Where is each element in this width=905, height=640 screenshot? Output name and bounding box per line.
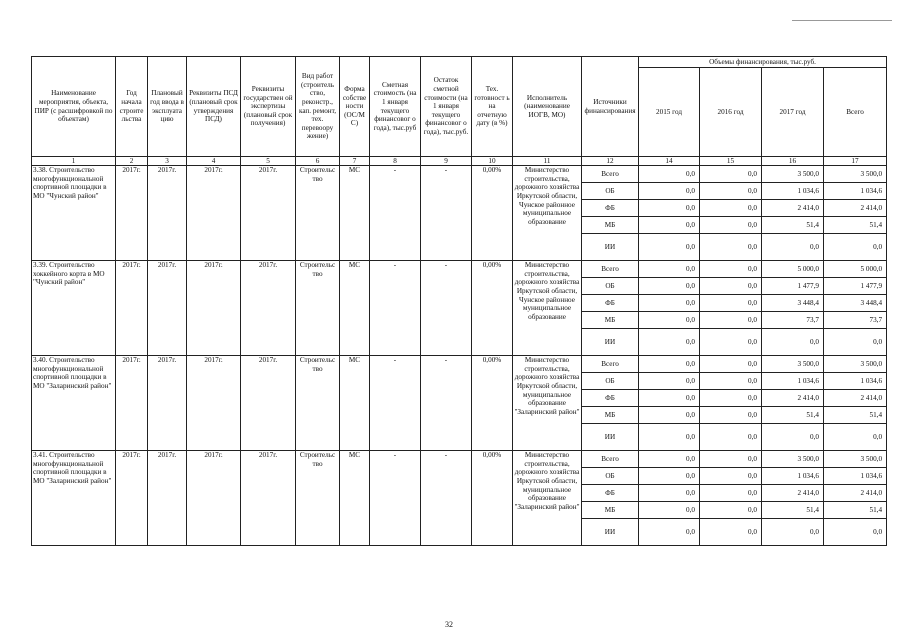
column-number: 10: [472, 157, 513, 166]
value-2015: 0,0: [639, 183, 700, 200]
header-estimated-cost: Сметная стоимость (на 1 января текущего финансовог о года), тыс.руб: [370, 57, 421, 157]
remaining-cost: -: [421, 451, 472, 546]
value-2017: 3 500,0: [762, 451, 824, 468]
header-year-2016: 2016 год: [700, 68, 762, 157]
readiness: 0,00%: [472, 451, 513, 546]
funding-source: МБ: [582, 312, 639, 329]
psd-date: 2017г.: [187, 356, 241, 451]
remaining-cost: -: [421, 166, 472, 261]
value-2015: 0,0: [639, 502, 700, 519]
value-total: 51,4: [824, 502, 887, 519]
value-2015: 0,0: [639, 217, 700, 234]
page-number: 32: [445, 620, 453, 629]
value-2017: 5 000,0: [762, 261, 824, 278]
commission-year: 2017г.: [148, 166, 187, 261]
value-total: 3 500,0: [824, 451, 887, 468]
remaining-cost: -: [421, 261, 472, 356]
column-number: 11: [513, 157, 582, 166]
value-2015: 0,0: [639, 356, 700, 373]
value-2015: 0,0: [639, 468, 700, 485]
work-type: Строительс тво: [296, 261, 340, 356]
value-2015: 0,0: [639, 200, 700, 217]
value-2017: 51,4: [762, 217, 824, 234]
funding-table: [31, 56, 887, 546]
value-2017: 0,0: [762, 329, 824, 356]
estimated-cost: -: [370, 356, 421, 451]
value-2016: 0,0: [700, 200, 762, 217]
value-2015: 0,0: [639, 166, 700, 183]
value-2017: 1 034,6: [762, 373, 824, 390]
expertise-date: 2017г.: [241, 261, 296, 356]
value-total: 1 034,6: [824, 468, 887, 485]
header-readiness: Тех. готовност ь на отчетную дату (в %): [472, 57, 513, 157]
header-name: Наименование мероприятия, объекта, ПИР (с расшифровкой по объектам): [32, 57, 116, 157]
value-2016: 0,0: [700, 329, 762, 356]
value-2015: 0,0: [639, 451, 700, 468]
estimated-cost: -: [370, 451, 421, 546]
ownership: МС: [340, 261, 370, 356]
value-2015: 0,0: [639, 261, 700, 278]
work-type: Строительс тво: [296, 166, 340, 261]
project-name: 3.38. Строительство многофункциональной спортивной площадки в МО "Чунский район": [32, 166, 116, 261]
value-2017: 2 414,0: [762, 485, 824, 502]
project-3-39: [32, 261, 887, 356]
header-year-2017: 2017 год: [762, 68, 824, 157]
column-number: 16: [762, 157, 824, 166]
header-year-2015: 2015 год: [639, 68, 700, 157]
work-type: Строительс тво: [296, 356, 340, 451]
value-total: 0,0: [824, 424, 887, 451]
value-2016: 0,0: [700, 451, 762, 468]
funding-source: ИИ: [582, 234, 639, 261]
value-total: 0,0: [824, 519, 887, 546]
value-2015: 0,0: [639, 519, 700, 546]
value-2016: 0,0: [700, 407, 762, 424]
column-number: 4: [187, 157, 241, 166]
value-total: 5 000,0: [824, 261, 887, 278]
funding-source: Всего: [582, 166, 639, 183]
value-total: 3 500,0: [824, 166, 887, 183]
value-2017: 51,4: [762, 502, 824, 519]
expertise-date: 2017г.: [241, 356, 296, 451]
psd-date: 2017г.: [187, 451, 241, 546]
executor: Министерство строительства, дорожного хозяйства Иркутской области, муниципальное образование "Заларинский район": [513, 356, 582, 451]
value-2016: 0,0: [700, 261, 762, 278]
header-funding-group: Объемы финансирования, тыс.руб.: [639, 57, 887, 68]
project-3-40: [32, 356, 887, 451]
value-total: 1 477,9: [824, 278, 887, 295]
funding-source: Всего: [582, 261, 639, 278]
top-rule: [792, 20, 892, 21]
ownership: МС: [340, 166, 370, 261]
column-numbers-row: [32, 157, 887, 166]
value-total: 1 034,6: [824, 373, 887, 390]
value-total: 0,0: [824, 234, 887, 261]
value-2015: 0,0: [639, 424, 700, 451]
value-2016: 0,0: [700, 217, 762, 234]
header-total: Всего: [824, 68, 887, 157]
value-2015: 0,0: [639, 278, 700, 295]
value-2016: 0,0: [700, 356, 762, 373]
value-2016: 0,0: [700, 424, 762, 451]
funding-source: Всего: [582, 356, 639, 373]
expertise-date: 2017г.: [241, 166, 296, 261]
value-2015: 0,0: [639, 329, 700, 356]
header-commission-year: Плановый год ввода в эксплуата цию: [148, 57, 187, 157]
value-2017: 1 477,9: [762, 278, 824, 295]
value-2015: 0,0: [639, 390, 700, 407]
estimated-cost: -: [370, 261, 421, 356]
commission-year: 2017г.: [148, 451, 187, 546]
value-2016: 0,0: [700, 519, 762, 546]
header-work-type: Вид работ (строитель ство, реконстр., кап. ремонт, тех. перевоору жение): [296, 57, 340, 157]
value-2016: 0,0: [700, 312, 762, 329]
header-executor: Исполнитель (наименование ИОГВ, МО): [513, 57, 582, 157]
start-year: 2017г.: [116, 261, 148, 356]
value-2017: 51,4: [762, 407, 824, 424]
value-2015: 0,0: [639, 312, 700, 329]
column-number: 12: [582, 157, 639, 166]
project-3-41: [32, 451, 887, 546]
value-total: 2 414,0: [824, 200, 887, 217]
column-number: 5: [241, 157, 296, 166]
value-total: 51,4: [824, 217, 887, 234]
project-name: 3.40. Строительство многофункциональной спортивной площадки в МО "Заларинский район": [32, 356, 116, 451]
readiness: 0,00%: [472, 356, 513, 451]
column-number: 3: [148, 157, 187, 166]
executor: Министерство строительства, дорожного хозяйства Иркутской области, Чунское районное муниципальное образование: [513, 261, 582, 356]
value-2015: 0,0: [639, 407, 700, 424]
value-2017: 1 034,6: [762, 468, 824, 485]
header-expertise: Реквизиты государствен ой экспертизы (плановый срок получения): [241, 57, 296, 157]
column-number: 9: [421, 157, 472, 166]
funding-source: ОБ: [582, 468, 639, 485]
funding-source: ИИ: [582, 424, 639, 451]
value-2017: 1 034,6: [762, 183, 824, 200]
column-number: 6: [296, 157, 340, 166]
funding-source: ИИ: [582, 329, 639, 356]
remaining-cost: -: [421, 356, 472, 451]
value-total: 0,0: [824, 329, 887, 356]
funding-source: МБ: [582, 502, 639, 519]
value-2016: 0,0: [700, 485, 762, 502]
funding-source: ФБ: [582, 295, 639, 312]
start-year: 2017г.: [116, 356, 148, 451]
value-2017: 3 448,4: [762, 295, 824, 312]
commission-year: 2017г.: [148, 261, 187, 356]
header-psd: Реквизиты ПСД (плановый срок утверждения ПСД): [187, 57, 241, 157]
value-2016: 0,0: [700, 183, 762, 200]
work-type: Строительс тво: [296, 451, 340, 546]
value-2016: 0,0: [700, 166, 762, 183]
value-total: 2 414,0: [824, 485, 887, 502]
funding-source: МБ: [582, 217, 639, 234]
funding-source: МБ: [582, 407, 639, 424]
value-2016: 0,0: [700, 234, 762, 261]
ownership: МС: [340, 356, 370, 451]
value-2016: 0,0: [700, 502, 762, 519]
value-2017: 3 500,0: [762, 166, 824, 183]
executor: Министерство строительства, дорожного хозяйства Иркутской области, Чунское районное муниципальное образование: [513, 166, 582, 261]
column-number: 15: [700, 157, 762, 166]
value-total: 2 414,0: [824, 390, 887, 407]
funding-source: Всего: [582, 451, 639, 468]
value-2017: 2 414,0: [762, 390, 824, 407]
estimated-cost: -: [370, 166, 421, 261]
value-2016: 0,0: [700, 278, 762, 295]
value-2017: 0,0: [762, 424, 824, 451]
project-name: 3.41. Строительство многофункциональной спортивной площадки в МО "Заларинский район": [32, 451, 116, 546]
column-number: 17: [824, 157, 887, 166]
value-2017: 0,0: [762, 519, 824, 546]
funding-source: ОБ: [582, 373, 639, 390]
project-name: 3.39. Строительство хоккейного корта в МО "Чунский район": [32, 261, 116, 356]
header-remaining-cost: Остаток сметной стоимости (на 1 января текущего финансовог о года), тыс.руб.: [421, 57, 472, 157]
value-2016: 0,0: [700, 295, 762, 312]
start-year: 2017г.: [116, 166, 148, 261]
project-3-38: [32, 166, 887, 261]
header-start-year: Год начала строите льства: [116, 57, 148, 157]
psd-date: 2017г.: [187, 166, 241, 261]
value-total: 3 448,4: [824, 295, 887, 312]
value-2017: 2 414,0: [762, 200, 824, 217]
readiness: 0,00%: [472, 261, 513, 356]
header-ownership: Форма собстве ности (ОС/М С): [340, 57, 370, 157]
value-2016: 0,0: [700, 390, 762, 407]
value-total: 1 034,6: [824, 183, 887, 200]
value-2017: 73,7: [762, 312, 824, 329]
value-total: 51,4: [824, 407, 887, 424]
commission-year: 2017г.: [148, 356, 187, 451]
expertise-date: 2017г.: [241, 451, 296, 546]
column-number: 14: [639, 157, 700, 166]
value-2017: 0,0: [762, 234, 824, 261]
column-number: 8: [370, 157, 421, 166]
column-number: 1: [32, 157, 116, 166]
value-2017: 3 500,0: [762, 356, 824, 373]
column-number: 2: [116, 157, 148, 166]
value-total: 3 500,0: [824, 356, 887, 373]
funding-source: ОБ: [582, 278, 639, 295]
header-funding-source: Источники финансирования: [582, 57, 639, 157]
ownership: МС: [340, 451, 370, 546]
psd-date: 2017г.: [187, 261, 241, 356]
readiness: 0,00%: [472, 166, 513, 261]
value-2015: 0,0: [639, 234, 700, 261]
value-2015: 0,0: [639, 373, 700, 390]
executor: Министерство строительства, дорожного хозяйства Иркутской области, муниципальное образование "Заларинский район": [513, 451, 582, 546]
funding-source: ИИ: [582, 519, 639, 546]
value-2016: 0,0: [700, 468, 762, 485]
funding-source: ОБ: [582, 183, 639, 200]
funding-source: ФБ: [582, 485, 639, 502]
value-2015: 0,0: [639, 295, 700, 312]
column-number: 7: [340, 157, 370, 166]
start-year: 2017г.: [116, 451, 148, 546]
funding-source: ФБ: [582, 390, 639, 407]
value-2016: 0,0: [700, 373, 762, 390]
table-header: [32, 57, 887, 166]
value-2015: 0,0: [639, 485, 700, 502]
value-total: 73,7: [824, 312, 887, 329]
funding-source: ФБ: [582, 200, 639, 217]
